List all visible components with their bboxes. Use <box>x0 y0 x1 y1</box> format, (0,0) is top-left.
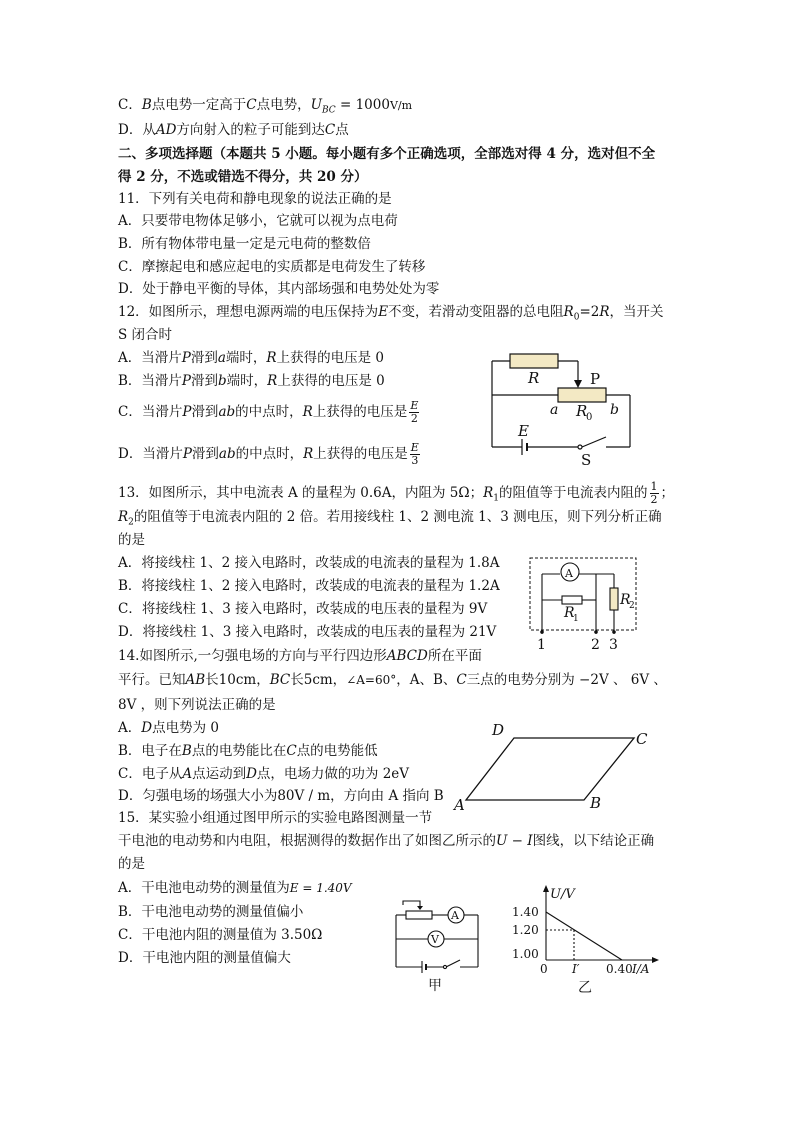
resistor-r1 <box>562 596 582 604</box>
q14-option-a: A．D点电势为 0 <box>118 720 219 736</box>
svg-text:B: B <box>590 794 602 812</box>
q11-option-b: B．所有物体带电量一定是元电荷的整数倍 <box>118 236 371 252</box>
svg-text:1: 1 <box>573 614 579 624</box>
q11-stem: 11．下列有关电荷和静电现象的说法正确的是 <box>118 191 392 207</box>
q12-option-b: B．当滑片P滑到b端时，R上获得的电压是 0 <box>118 373 385 389</box>
q14-parallelogram-diagram <box>452 720 656 812</box>
resistor-r2 <box>610 588 618 610</box>
svg-text:甲: 甲 <box>428 978 442 994</box>
q13-option-b: B．将接线柱 1、2 接入电路时，改装成的电流表的量程为 1.2A <box>118 578 500 594</box>
q12-stem-cont: S 闭合时 <box>118 327 173 343</box>
q12-circuit-diagram <box>488 348 638 468</box>
rheostat-r0 <box>558 388 606 402</box>
q11-option-c: C．摩擦起电和感应起电的实质都是电荷发生了转移 <box>118 259 426 275</box>
q13-stem-cont: $R_2$的阻值等于电流表内阻的 2 倍。若用接线柱 1、2 测电流 1、3 测电压，则下列分析正确 <box>118 509 662 528</box>
q15-graph-yi <box>510 884 660 996</box>
svg-text:0: 0 <box>586 412 593 423</box>
fraction: $\frac{E}{3}$ <box>410 441 419 467</box>
svg-text:1.20: 1.20 <box>512 923 539 937</box>
rheostat <box>406 911 432 919</box>
q13-stem-cont2: 的是 <box>118 532 145 548</box>
svg-text:R: R <box>564 605 575 621</box>
svg-text:1.00: 1.00 <box>512 947 539 961</box>
svg-text:1.40: 1.40 <box>512 905 539 919</box>
q12-option-c: C．当滑片P滑到ab的中点时，R上获得的电压是 $\frac{E}{2}$ <box>118 399 419 425</box>
q14-stem-cont: 平行。已知AB长10cm，BC长5cm，∠A=60°，A、B、C三点的电势分别为 −2V 、 6V 、 <box>118 672 667 688</box>
q10-option-c: C．B点电势一定高于C点电势，$U_{BC} = 1000V/m$ <box>118 97 413 116</box>
q13-option-c: C．将接线柱 1、3 接入电路时，改装成的电压表的量程为 9V <box>118 601 488 617</box>
q15-option-c: C．干电池内阻的测量值为 3.50Ω <box>118 927 323 943</box>
q14-stem: 14.如图所示,一匀强电场的方向与平行四边形ABCD所在平面 <box>118 648 482 664</box>
svg-text:S: S <box>581 451 592 469</box>
q14-option-c: C．电子从A点运动到D点，电场力做的功为 2eV <box>118 766 410 782</box>
svg-text:V: V <box>431 933 439 946</box>
svg-text:A: A <box>451 909 459 922</box>
svg-text:R: R <box>620 592 631 608</box>
q15-option-b: B．干电池电动势的测量值偏小 <box>118 904 304 920</box>
svg-text:R: R <box>528 369 540 387</box>
q14-option-d: D．匀强电场的场强大小为80V / m，方向由 A 指向 B <box>118 788 444 804</box>
svg-text:乙: 乙 <box>578 980 592 996</box>
q10-option-d: D．从AD方向射入的粒子可能到达C点 <box>118 122 349 138</box>
u-i-line <box>546 912 622 960</box>
svg-text:3: 3 <box>609 637 618 653</box>
svg-text:A: A <box>454 796 465 814</box>
fraction: $\frac{E}{2}$ <box>410 399 419 425</box>
q15-circuit-jia <box>390 897 490 995</box>
svg-text:0.40: 0.40 <box>606 962 633 976</box>
q14-stem-cont2: 8V ，则下列说法正确的是 <box>118 697 276 713</box>
svg-text:E: E <box>518 422 529 440</box>
svg-text:I/A: I/A <box>632 962 650 976</box>
svg-text:2: 2 <box>629 601 635 611</box>
svg-text:a: a <box>550 402 559 418</box>
q13-ammeter-diagram <box>528 556 644 652</box>
q15-stem-cont: 干电池的电动势和内电阻，根据测得的数据作出了如图乙所示的U − I图线，以下结论正确 <box>118 833 655 849</box>
svg-text:0: 0 <box>540 962 548 976</box>
q12-option-a: A．当滑片P滑到a端时，R上获得的电压是 0 <box>118 350 384 366</box>
svg-text:P: P <box>590 370 601 388</box>
q11-option-d: D．处于静电平衡的导体，其内部场强和电势处处为零 <box>118 281 440 297</box>
q12-option-d: D．当滑片P滑到ab的中点时，R上获得的电压是 $\frac{E}{3}$ <box>118 441 419 467</box>
q11-option-a: A．只要带电物体足够小，它就可以视为点电荷 <box>118 213 398 229</box>
q14-option-b: B．电子在B点的电势能比在C点的电势能低 <box>118 743 378 759</box>
svg-text:C: C <box>636 730 648 748</box>
q12-stem: 12．如图所示，理想电源两端的电压保持为E不变，若滑动变阻器的总电阻$R_0=2R$，当开关 <box>118 304 664 323</box>
svg-text:R: R <box>576 402 588 420</box>
svg-text:2: 2 <box>591 637 600 653</box>
resistor-r <box>510 354 558 368</box>
q13-stem: 13．如图所示，其中电流表 A 的量程为 0.6A，内阻为 5Ω；$R_1$的阻值等于电流表内阻的 $\frac{1}{2}$ ； <box>118 480 674 506</box>
svg-text:U/V: U/V <box>550 887 575 902</box>
q15-stem: 15．某实验小组通过图甲所示的实验电路图测量一节 <box>118 810 433 826</box>
q15-option-a: A．干电池电动势的测量值为E = 1.40V <box>118 880 352 896</box>
svg-text:A: A <box>565 567 573 580</box>
q13-option-a: A．将接线柱 1、2 接入电路时，改装成的电流表的量程为 1.8A <box>118 555 500 571</box>
section2-heading: 二、多项选择题（本题共 5 小题。每小题有多个正确选项，全部选对得 4 分，选对但不全 <box>118 146 656 162</box>
fraction: $\frac{1}{2}$ <box>650 480 658 506</box>
section2-heading-cont: 得 2 分，不选或错选不得分，共 20 分） <box>118 169 368 185</box>
q15-option-d: D．干电池内阻的测量值偏大 <box>118 950 291 966</box>
q15-stem-cont2: 的是 <box>118 856 145 872</box>
svg-text:1: 1 <box>537 637 546 653</box>
q13-option-d: D．将接线柱 1、3 接入电路时，改装成的电压表的量程为 21V <box>118 624 497 640</box>
svg-text:b: b <box>610 402 619 418</box>
svg-text:I′: I′ <box>572 962 580 976</box>
svg-text:D: D <box>492 721 505 739</box>
